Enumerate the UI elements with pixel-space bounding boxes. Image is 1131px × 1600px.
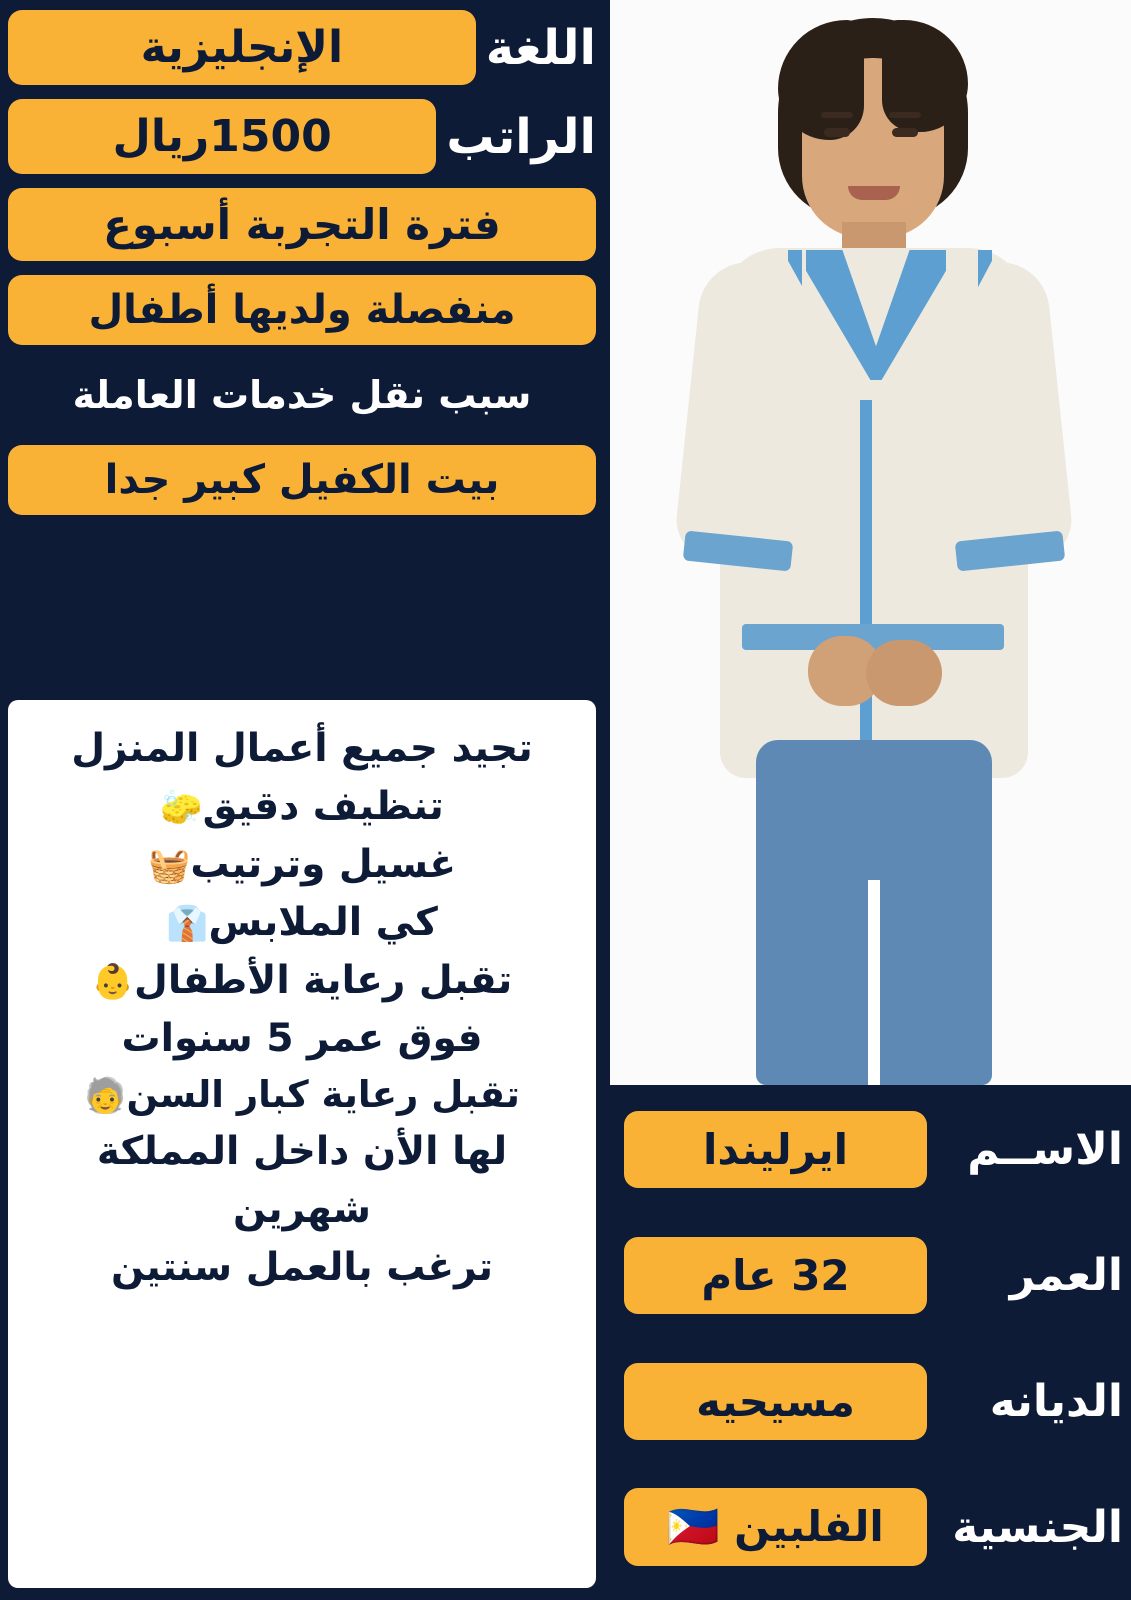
nationality-label: الجنسية [952, 1501, 1123, 1553]
name-value: ايرليندا [624, 1111, 927, 1188]
sponsor-house-badge: بيت الكفيل كبير جدا [8, 445, 596, 515]
salary-label: الراتب [446, 108, 596, 165]
basket-icon: 🧺 [148, 845, 191, 886]
language-label: اللغة [485, 19, 596, 76]
older-person-icon: 🧓 [84, 1076, 127, 1117]
worker-photo [610, 0, 1131, 1085]
age-row [616, 1219, 1131, 1331]
age-label: العمر [1009, 1249, 1123, 1301]
religion-label: الديانه [989, 1375, 1123, 1427]
profile-info-stack [610, 1085, 1131, 1600]
skill-text: تقبل رعاية كبار السن [126, 1073, 520, 1117]
language-row [8, 10, 596, 85]
religion-value: مسيحيه [624, 1363, 927, 1440]
baby-icon: 👶 [91, 961, 134, 1002]
nationality-row [616, 1471, 1131, 1583]
sponge-icon: 🧽 [160, 787, 203, 828]
language-value: الإنجليزية [8, 10, 476, 85]
age-value: 32 عام [624, 1237, 927, 1314]
marital-status-badge: منفصلة ولديها أطفال [8, 275, 596, 345]
name-label: الاســم [967, 1123, 1123, 1175]
salary-row [8, 99, 596, 174]
nationality-value [624, 1488, 927, 1566]
photo-column [604, 0, 1131, 1600]
skill-line [34, 956, 570, 1006]
skill-text: تنظيف دقيق [202, 783, 444, 829]
philippines-flag-icon: 🇵🇭 [667, 1502, 720, 1551]
nationality-text: الفلبين [734, 1502, 884, 1551]
worker-photo-illustration [610, 0, 1131, 1085]
transfer-reason-text: سبب نقل خدمات العاملة [8, 359, 596, 431]
skill-text: تقبل رعاية الأطفال [134, 957, 513, 1003]
skill-line [34, 1071, 570, 1119]
skill-line [34, 898, 570, 948]
skills-card [8, 700, 596, 1588]
religion-row [616, 1345, 1131, 1457]
trial-period-badge: فترة التجربة أسبوع [8, 188, 596, 261]
skill-line: ترغب بالعمل سنتين [110, 1244, 494, 1290]
skill-line [34, 782, 570, 832]
skill-line: فوق عمر 5 سنوات [121, 1015, 483, 1061]
name-row [616, 1093, 1131, 1205]
skill-line [34, 840, 570, 890]
skill-text: كي الملابس [208, 899, 438, 945]
necktie-icon: 👔 [166, 903, 209, 944]
top-info-block [0, 0, 604, 535]
skill-line: تجيد جميع أعمال المنزل [71, 726, 533, 771]
salary-value: 1500ريال [8, 99, 436, 174]
skill-line: شهرين [232, 1186, 372, 1232]
skill-line: لها الأن داخل المملكة [96, 1128, 508, 1174]
skill-text: غسيل وترتيب [190, 841, 456, 887]
